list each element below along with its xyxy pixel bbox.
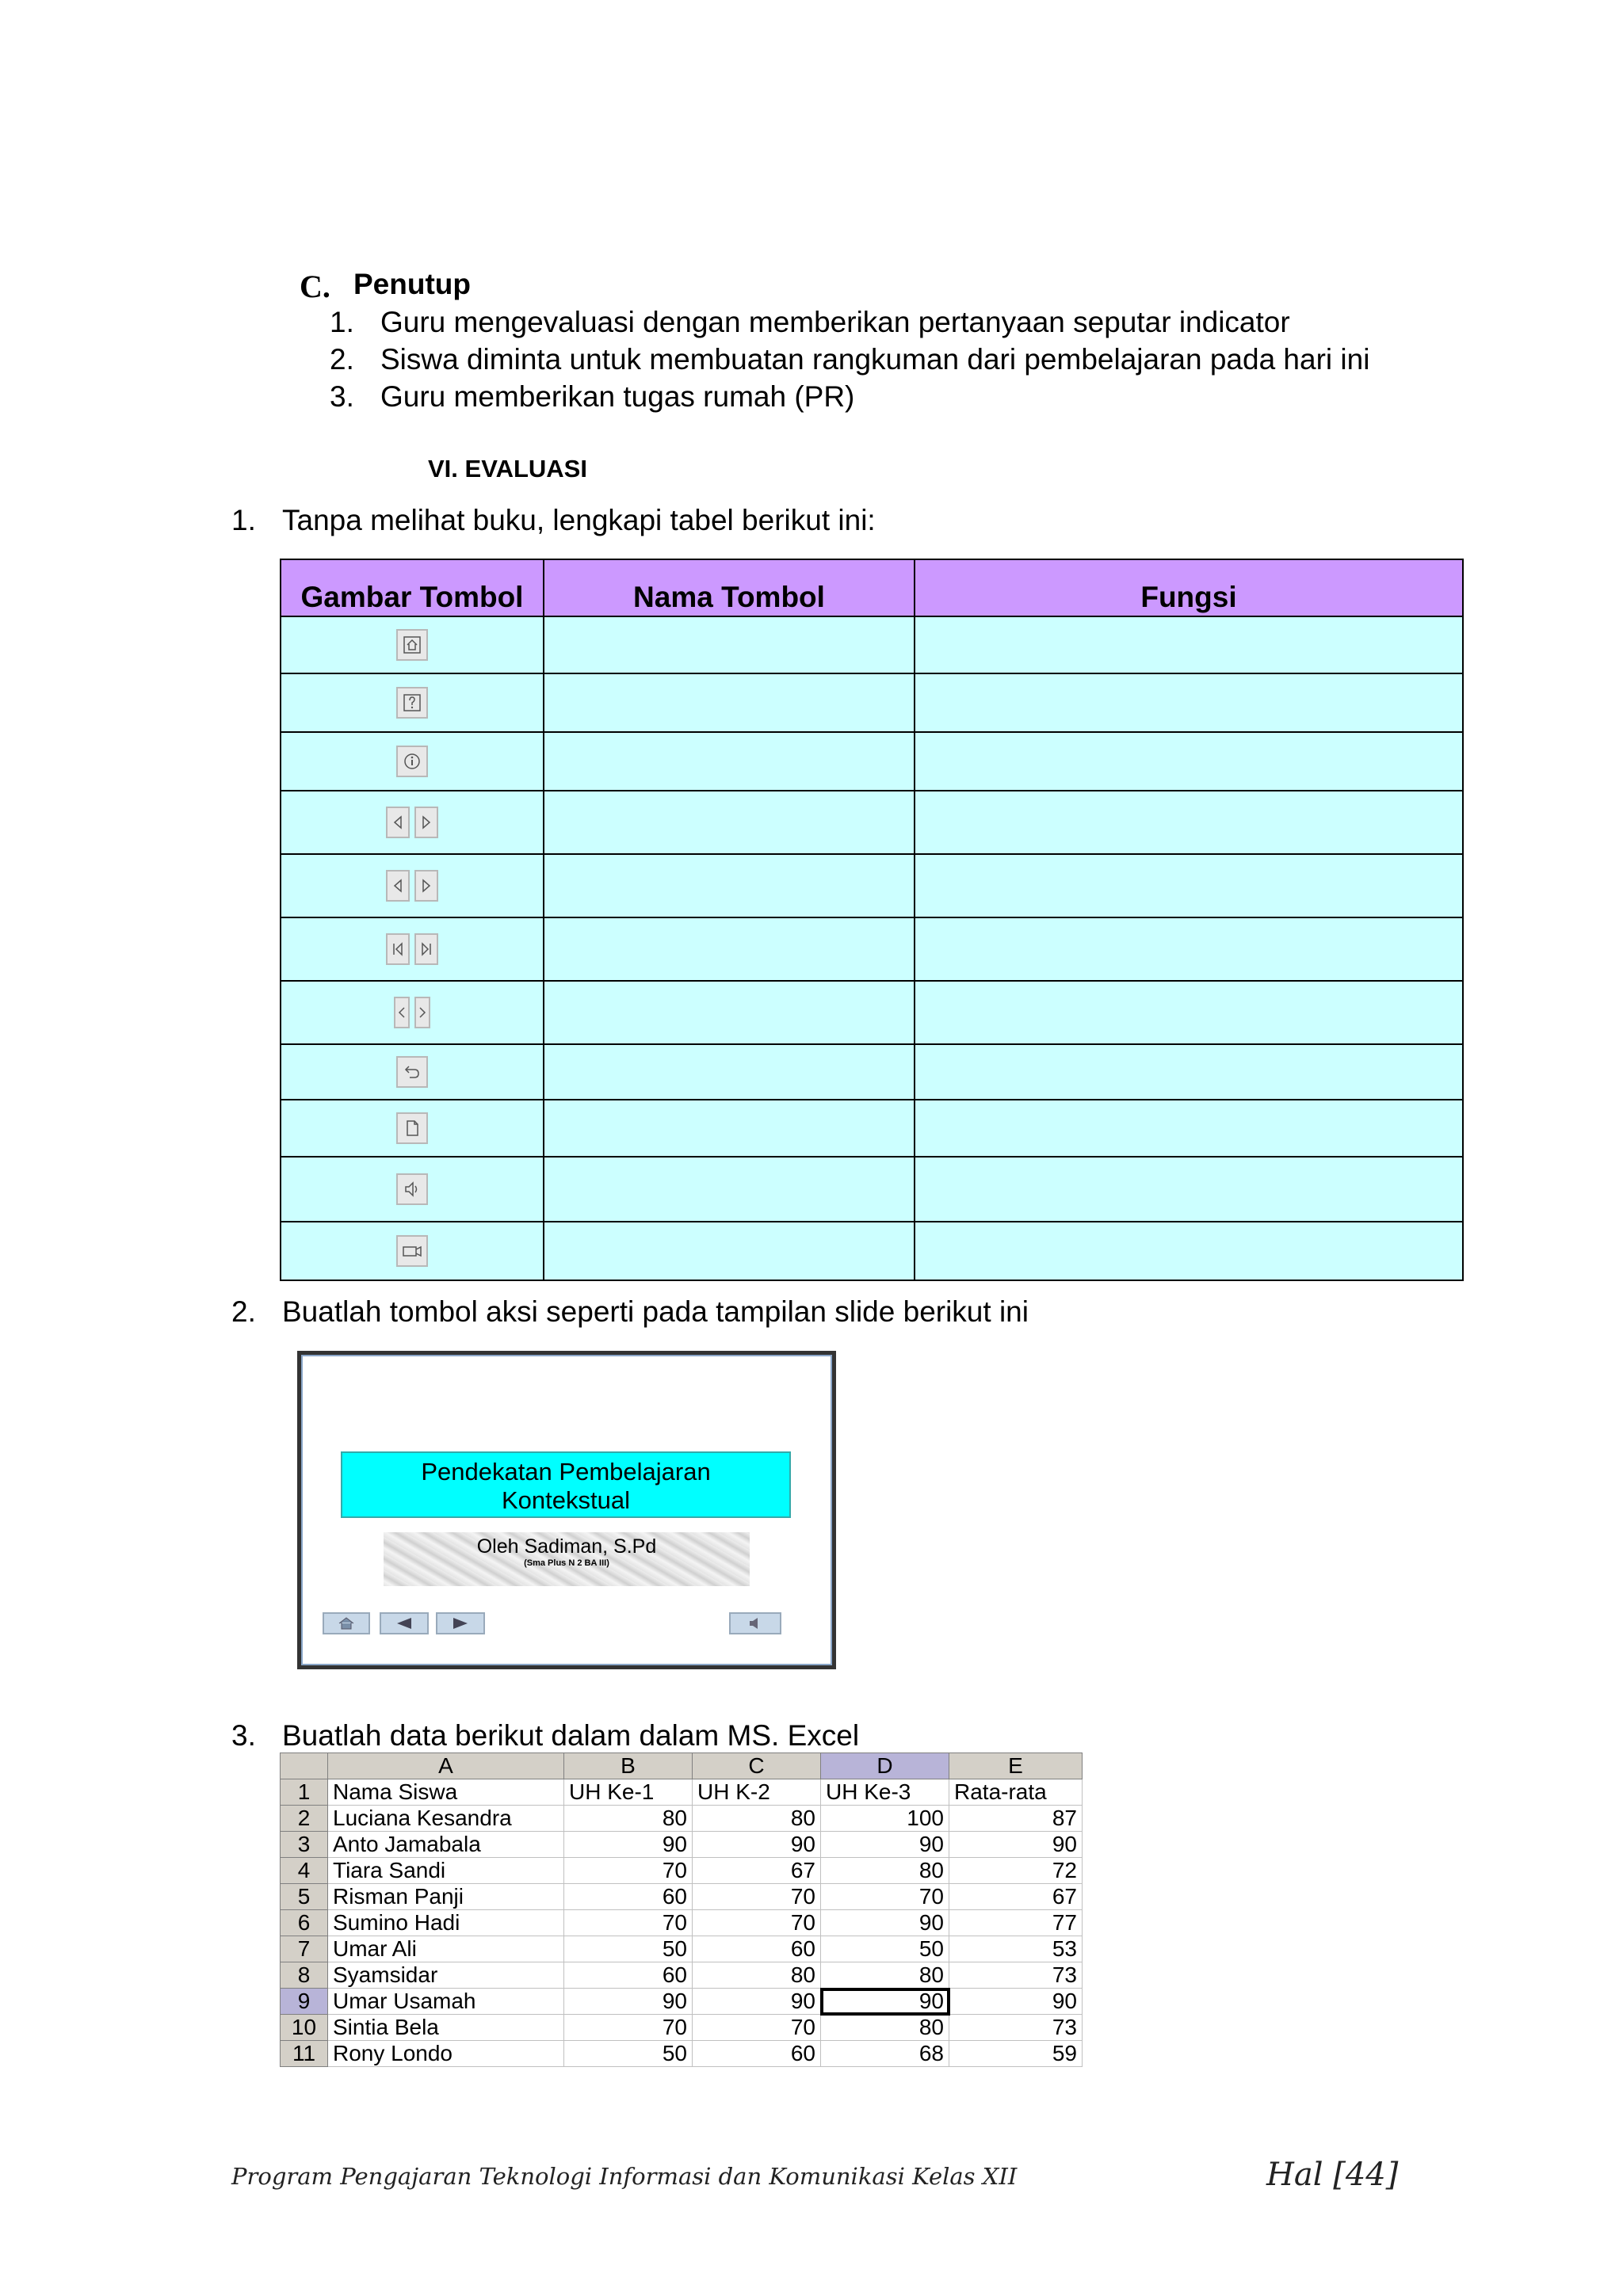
closing-item: 1. Guru mengevaluasi dengan memberikan pertanyaan seputar indicator xyxy=(330,306,1290,338)
table-row xyxy=(281,981,1463,1044)
column-header[interactable]: E xyxy=(949,1753,1083,1779)
cell[interactable]: 80 xyxy=(693,1962,821,1989)
nama-tombol-cell[interactable] xyxy=(544,616,915,673)
question-2: 2. Buatlah tombol aksi seperti pada tampilan slide berikut ini xyxy=(231,1295,1029,1328)
cell[interactable]: 70 xyxy=(693,1910,821,1936)
cell[interactable]: Tiara Sandi xyxy=(328,1858,564,1884)
fungsi-cell[interactable] xyxy=(915,1044,1463,1100)
table-row xyxy=(281,854,1463,917)
fungsi-cell[interactable] xyxy=(915,673,1463,732)
fungsi-cell[interactable] xyxy=(915,981,1463,1044)
corner-cell[interactable] xyxy=(281,1753,328,1779)
information-icon xyxy=(396,746,428,777)
cell[interactable]: 77 xyxy=(949,1910,1083,1936)
row-header[interactable]: 4 xyxy=(281,1858,328,1884)
row-header[interactable]: 5 xyxy=(281,1884,328,1910)
row-header[interactable]: 6 xyxy=(281,1910,328,1936)
cell[interactable]: 68 xyxy=(821,2041,949,2067)
cell[interactable]: Umar Ali xyxy=(328,1936,564,1962)
evaluation-title: VI. EVALUASI xyxy=(428,455,587,482)
cell[interactable]: 70 xyxy=(564,1910,693,1936)
header-gambar-tombol: Gambar Tombol xyxy=(281,559,544,616)
cell[interactable]: 90 xyxy=(564,1989,693,2015)
cell[interactable]: 90 xyxy=(693,1989,821,2015)
fungsi-cell[interactable] xyxy=(915,854,1463,917)
table-row xyxy=(281,1779,1083,1806)
nama-tombol-cell[interactable] xyxy=(544,1100,915,1157)
cell[interactable]: 90 xyxy=(821,1910,949,1936)
cell[interactable]: UH K-2 xyxy=(693,1779,821,1806)
row-header[interactable]: 1 xyxy=(281,1779,328,1806)
section-letter: C. xyxy=(300,269,330,304)
previous-icon xyxy=(394,997,410,1028)
cell[interactable]: 50 xyxy=(564,1936,693,1962)
sound-icon xyxy=(396,1173,428,1205)
document-icon xyxy=(396,1112,428,1144)
cell[interactable]: 70 xyxy=(821,1884,949,1910)
question-1: 1. Tanpa melihat buku, lengkapi tabel berikut ini: xyxy=(231,504,876,536)
cell[interactable]: Umar Usamah xyxy=(328,1989,564,2015)
row-header[interactable]: 7 xyxy=(281,1936,328,1962)
cell[interactable]: 87 xyxy=(949,1806,1083,1832)
cell[interactable]: UH Ke-1 xyxy=(564,1779,693,1806)
cell[interactable]: 90 xyxy=(821,1989,949,2015)
fungsi-cell[interactable] xyxy=(915,732,1463,791)
cell[interactable]: 70 xyxy=(564,2015,693,2041)
sound-button[interactable] xyxy=(729,1612,781,1634)
column-header-row xyxy=(281,1753,1083,1779)
cell[interactable]: Anto Jamabala xyxy=(328,1832,564,1858)
table-row xyxy=(281,1858,1083,1884)
table-row xyxy=(281,1100,1463,1157)
column-header[interactable]: C xyxy=(693,1753,821,1779)
table-row xyxy=(281,791,1463,854)
nama-tombol-cell[interactable] xyxy=(544,791,915,854)
cell[interactable]: Risman Panji xyxy=(328,1884,564,1910)
cell[interactable]: 67 xyxy=(693,1858,821,1884)
slide-title-box: Pendekatan Pembelajaran Kontekstual xyxy=(341,1451,791,1518)
nama-tombol-cell[interactable] xyxy=(544,1044,915,1100)
cell[interactable]: 53 xyxy=(949,1936,1083,1962)
row-header[interactable]: 2 xyxy=(281,1806,328,1832)
forward-icon xyxy=(414,997,430,1028)
nama-tombol-cell[interactable] xyxy=(544,981,915,1044)
table-row xyxy=(281,1222,1463,1280)
back-icon xyxy=(386,807,410,838)
footer-program: Program Pengajaran Teknologi Informasi dan Komunikasi Kelas XII xyxy=(231,2163,1018,2190)
table-row xyxy=(281,2015,1083,2041)
cell[interactable]: 90 xyxy=(564,1832,693,1858)
nama-tombol-cell[interactable] xyxy=(544,1157,915,1222)
cell[interactable]: 80 xyxy=(821,1858,949,1884)
row-header[interactable]: 9 xyxy=(281,1989,328,2015)
cell[interactable]: 80 xyxy=(693,1806,821,1832)
nama-tombol-cell[interactable] xyxy=(544,1222,915,1280)
fungsi-cell[interactable] xyxy=(915,1222,1463,1280)
column-header[interactable]: A xyxy=(328,1753,564,1779)
cell[interactable]: 70 xyxy=(693,2015,821,2041)
table-row xyxy=(281,1884,1083,1910)
cell[interactable]: Sintia Bela xyxy=(328,2015,564,2041)
table-row xyxy=(281,1157,1463,1222)
table-row xyxy=(281,616,1463,673)
cell[interactable]: 70 xyxy=(564,1858,693,1884)
cell[interactable]: 73 xyxy=(949,1962,1083,1989)
cell[interactable]: 60 xyxy=(693,1936,821,1962)
cell[interactable]: 73 xyxy=(949,2015,1083,2041)
table-row xyxy=(281,1832,1083,1858)
footer-page-number: Hal [44] xyxy=(1266,2157,1399,2193)
table-row xyxy=(281,1910,1083,1936)
fungsi-cell[interactable] xyxy=(915,616,1463,673)
nama-tombol-cell[interactable] xyxy=(544,854,915,917)
cell[interactable]: Nama Siswa xyxy=(328,1779,564,1806)
next-button[interactable] xyxy=(436,1612,485,1634)
table-row xyxy=(281,732,1463,791)
table-row xyxy=(281,2041,1083,2067)
row-header[interactable]: 10 xyxy=(281,2015,328,2041)
table-row xyxy=(281,1989,1083,2015)
back-button[interactable] xyxy=(380,1612,429,1634)
cell[interactable]: 70 xyxy=(693,1884,821,1910)
beginning-icon xyxy=(386,933,410,965)
cell[interactable]: Sumino Hadi xyxy=(328,1910,564,1936)
nama-tombol-cell[interactable] xyxy=(544,673,915,732)
next-icon xyxy=(414,807,438,838)
cell[interactable]: 60 xyxy=(693,2041,821,2067)
table-row xyxy=(281,673,1463,732)
cell[interactable]: 80 xyxy=(564,1806,693,1832)
cell[interactable]: 90 xyxy=(949,1832,1083,1858)
cell[interactable]: Syamsidar xyxy=(328,1962,564,1989)
cell[interactable]: 59 xyxy=(949,2041,1083,2067)
cell[interactable]: 60 xyxy=(564,1962,693,1989)
row-header[interactable]: 3 xyxy=(281,1832,328,1858)
cell[interactable]: UH Ke-3 xyxy=(821,1779,949,1806)
cell[interactable]: 80 xyxy=(821,1962,949,1989)
section-title: Penutup xyxy=(353,268,471,300)
end-icon xyxy=(414,933,438,965)
help-icon xyxy=(396,687,428,719)
column-header[interactable]: B xyxy=(564,1753,693,1779)
header-fungsi: Fungsi xyxy=(915,559,1463,616)
question-3: 3. Buatlah data berikut dalam dalam MS. Excel xyxy=(231,1719,860,1752)
back-icon xyxy=(386,870,410,902)
nama-tombol-cell[interactable] xyxy=(544,917,915,981)
table-row xyxy=(281,1962,1083,1989)
cell[interactable]: Rata-rata xyxy=(949,1779,1083,1806)
slide-author-box: Oleh Sadiman, S.Pd (Sma Plus N 2 BA III) xyxy=(384,1532,750,1586)
row-header[interactable]: 11 xyxy=(281,2041,328,2067)
fungsi-cell[interactable] xyxy=(915,917,1463,981)
return-icon xyxy=(396,1056,428,1088)
closing-item: 2. Siswa diminta untuk membuatan rangkuman dari pembelajaran pada hari ini xyxy=(330,343,1370,376)
table-row xyxy=(281,917,1463,981)
fungsi-cell[interactable] xyxy=(915,1100,1463,1157)
excel-sheet xyxy=(280,1753,1083,2067)
cell[interactable]: 50 xyxy=(821,1936,949,1962)
cell[interactable]: 67 xyxy=(949,1884,1083,1910)
cell[interactable]: 90 xyxy=(949,1989,1083,2015)
table-row xyxy=(281,1044,1463,1100)
closing-item: 3. Guru memberikan tugas rumah (PR) xyxy=(330,380,855,413)
column-header[interactable]: D xyxy=(821,1753,949,1779)
evaluation-table xyxy=(280,559,1464,1281)
fungsi-cell[interactable] xyxy=(915,1157,1463,1222)
home-button[interactable] xyxy=(323,1612,370,1634)
row-header[interactable]: 8 xyxy=(281,1962,328,1989)
nama-tombol-cell[interactable] xyxy=(544,732,915,791)
cell[interactable]: 72 xyxy=(949,1858,1083,1884)
movie-icon xyxy=(396,1235,428,1267)
cell[interactable]: 90 xyxy=(693,1832,821,1858)
header-nama-tombol: Nama Tombol xyxy=(544,559,915,616)
home-icon xyxy=(396,629,428,661)
table-row xyxy=(281,1936,1083,1962)
fungsi-cell[interactable] xyxy=(915,791,1463,854)
next-icon xyxy=(414,870,438,902)
cell[interactable]: 90 xyxy=(821,1832,949,1858)
cell[interactable]: 100 xyxy=(821,1806,949,1832)
cell[interactable]: Rony Londo xyxy=(328,2041,564,2067)
table-row xyxy=(281,1806,1083,1832)
cell[interactable]: Luciana Kesandra xyxy=(328,1806,564,1832)
cell[interactable]: 60 xyxy=(564,1884,693,1910)
cell[interactable]: 80 xyxy=(821,2015,949,2041)
cell[interactable]: 50 xyxy=(564,2041,693,2067)
